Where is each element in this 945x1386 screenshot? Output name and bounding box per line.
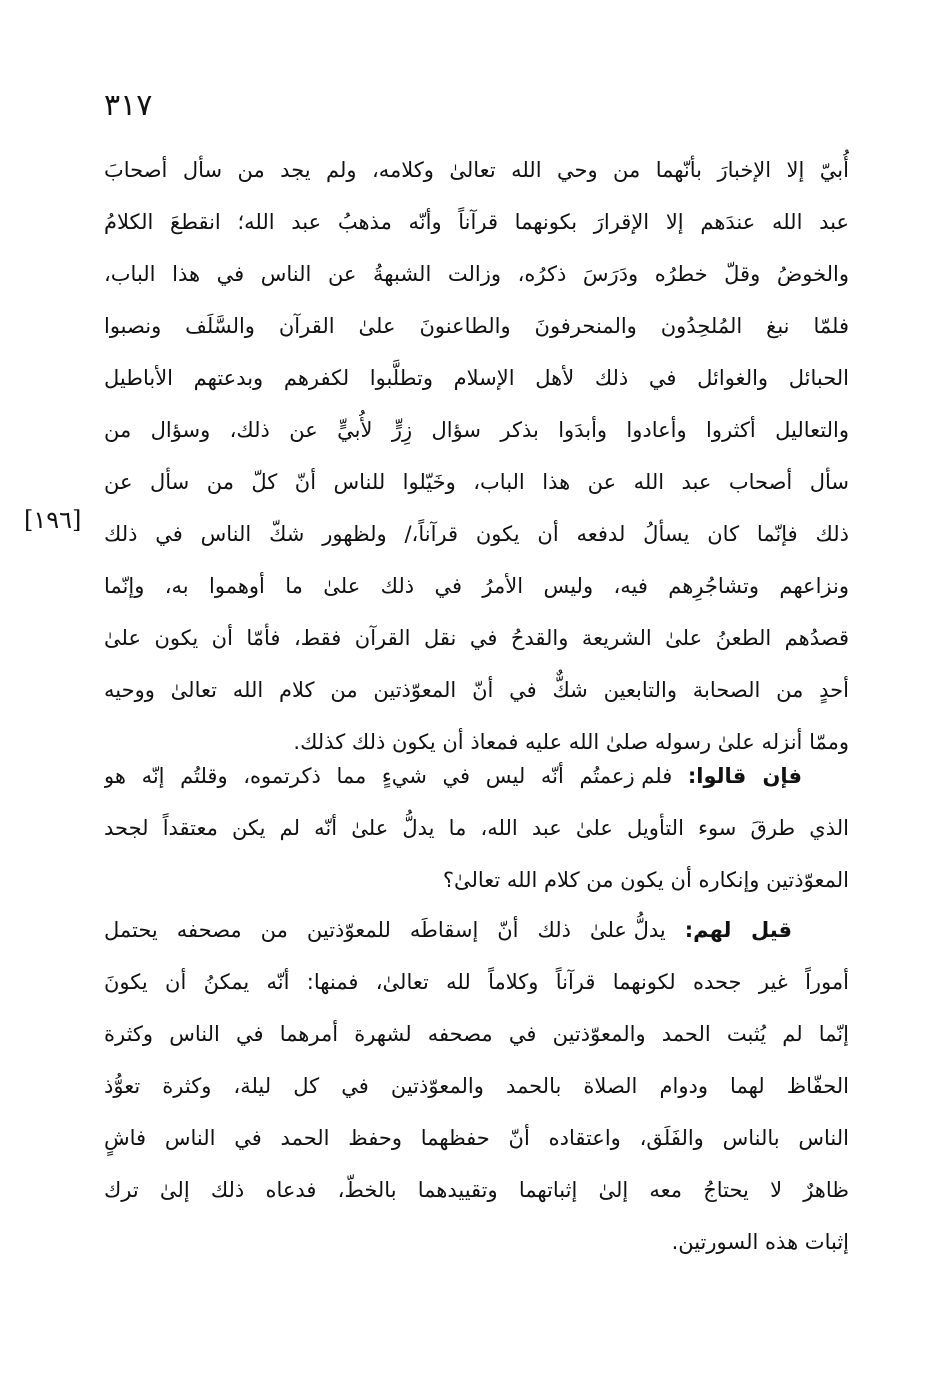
text-line: ظاهرٌ لا يحتاجُ معه إلىٰ إثباتهما وتقييدهما بالخطّ، فدعاه ذلك إلىٰ ترك <box>104 1178 849 1202</box>
text-line: الحبائل والغوائل في ذلك لأهل الإسلام وتطلَّبوا لكفرهم وبدعتهم الأباطيل <box>104 366 849 390</box>
margin-reference: [١٩٦] <box>24 506 82 534</box>
text-line: والتعاليل أكثروا وأعادوا وأبدَوا بذكر سؤال زِرٍّ لأُبيٍّ عن ذلك، وسؤال من <box>104 418 849 442</box>
paragraph-lead: فإن قالوا: <box>687 764 803 788</box>
paragraph-2 <box>104 750 849 906</box>
text-line: إثبات هذه السورتين. <box>671 1230 849 1254</box>
text-line: سأل أصحاب عبد الله عن هذا الباب، وخَيّلوا للناس أنّ كلّ من سأل عن <box>104 470 849 494</box>
text-line: الذي طرقَ سوء التأويل علىٰ عبد الله، ما يدلُّ علىٰ أنّه لم يكن معتقداً لجحد <box>104 816 849 840</box>
text-line: أحدٍ من الصحابة والتابعين شكٌّ في أنّ المعوّذتين من كلام الله تعالىٰ ووحيه <box>104 678 849 702</box>
text-line: ذلك فإنّما كان يسألُ لدفعه أن يكون قرآناً،/ ولظهور شكّ الناس في ذلك <box>104 522 849 546</box>
text-line: ​ فإن قالوا: فلم زعمتُم أنّه ليس في شيءٍ مما ذكرتموه، وقلتُم إنّه هو <box>104 764 849 788</box>
text-line-content: يدلُّ علىٰ ذلك أنّ إسقاطَه للمعوّذتين من مصحفه يحتمل <box>104 918 666 942</box>
text-line: ​ قيل لهم: يدلُّ علىٰ ذلك أنّ إسقاطَه للمعوّذتين من مصحفه يحتمل <box>104 918 849 942</box>
text-line: وممّا أنزله علىٰ رسوله صلىٰ الله عليه فمعاذ أن يكون ذلك كذلك. <box>293 730 849 754</box>
text-line: والخوضُ وقلّ خطرُه ودَرَسَ ذكرُه، وزالت الشبهةُ عن الناس في هذا الباب، <box>104 262 849 286</box>
text-line: الناس بالناس والفَلَق، واعتقاده أنّ حفظهما وحفظ الحمد في الناس فاشٍ <box>104 1126 849 1150</box>
text-line: ونزاعهم وتشاجُرِهم فيه، وليس الأمرُ في ذلك علىٰ ما أوهموا به، وإنّما <box>104 574 849 598</box>
page-number: ٣١٧ <box>104 88 153 123</box>
text-line: قصدُهم الطعنُ علىٰ الشريعة والقدحُ في نقل القرآن فقط، فأمّا أن يكون علىٰ <box>104 626 849 650</box>
text-line: عبد الله عندَهم إلا الإقرارَ بكونهما قرآناً وأنّه مذهبُ عبد الله؛ انقطعَ الكلامُ <box>104 210 849 234</box>
paragraph-1 <box>104 144 849 768</box>
paragraph-3 <box>104 904 849 1268</box>
text-line: المعوّذتين وإنكاره أن يكون من كلام الله تعالىٰ؟ <box>442 868 849 892</box>
text-line-content: فلم زعمتُم أنّه ليس في شيءٍ مما ذكرتموه، وقلتُم إنّه هو <box>104 764 673 788</box>
text-line: الحفّاظ لهما ودوام الصلاة بالحمد والمعوّذتين في كل ليلة، وكثرة تعوُّذ <box>104 1074 849 1098</box>
paragraph-lead: قيل لهم: <box>684 918 793 942</box>
text-line: فلمّا نبغ المُلحِدُون والمنحرفونَ والطاعنونَ علىٰ القرآن والسَّلَف ونصبوا <box>104 314 849 338</box>
text-line: أموراً غير جحده لكونهما قرآناً وكلاماً لله تعالىٰ، فمنها: أنّه يمكنُ أن يكونَ <box>104 970 849 994</box>
text-line: إنّما لم يُثبت الحمد والمعوّذتين في مصحفه لشهرة أمرهما في الناس وكثرة <box>104 1022 849 1046</box>
text-line: أُبيّ إلا الإخبارَ بأنّهما من وحي الله تعالىٰ وكلامه، ولم يجد من سأل أصحابَ <box>104 158 849 182</box>
